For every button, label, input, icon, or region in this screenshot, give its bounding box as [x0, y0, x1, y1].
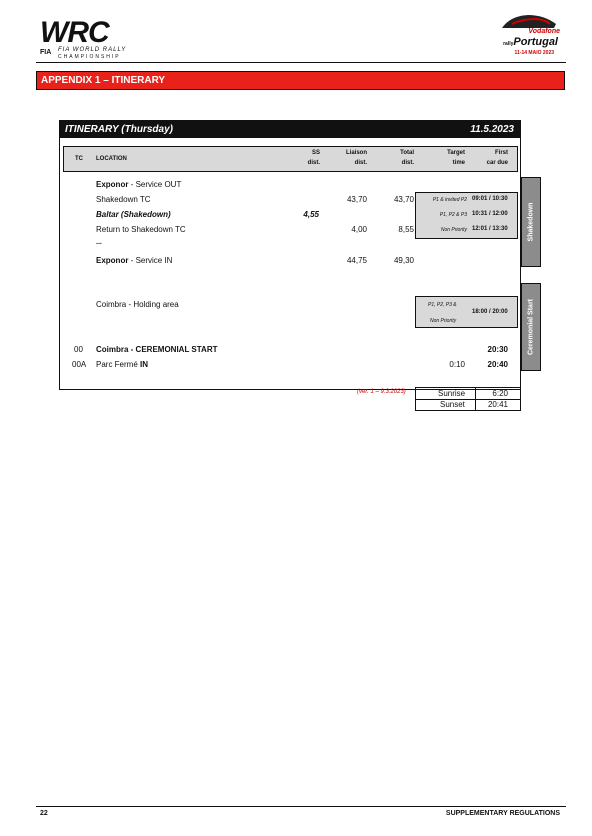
footer-document-title: SUPPLEMENTARY REGULATIONS — [445, 810, 560, 817]
sunset-label: Sunset — [440, 400, 465, 409]
slot-group: Non Priority — [440, 227, 467, 233]
col-tc: TC — [75, 156, 83, 162]
col-target-1: Target — [447, 150, 465, 156]
side-tab-ceremonial-label: Ceremonial Start — [527, 298, 535, 356]
row-ellipsis: ... — [96, 239, 102, 246]
row-return-total: 8,55 — [398, 225, 414, 234]
wrc-logo — [40, 18, 135, 58]
row-exponor-out-location — [96, 180, 181, 189]
side-tab-ceremonial — [521, 283, 541, 371]
col-ss-1: SS — [311, 150, 320, 156]
slot-time: 10:31 / 12:00 — [472, 211, 508, 217]
holding-time: 18:00 / 20:00 — [472, 309, 508, 315]
row-baltar-location: Baltar (Shakedown) — [96, 210, 171, 219]
row-ceremonial-location: Coimbra - CEREMONIAL START — [96, 345, 218, 354]
col-liaison-1: Liaison — [345, 150, 367, 156]
column-header-row — [63, 146, 518, 172]
rally-logo-edition: 11-14 MAIO 2023 — [514, 50, 554, 56]
location-plain: Parc Fermé — [96, 360, 141, 369]
rally-logo-country: Portugal — [513, 36, 558, 48]
version-note: (ver. 1 – 9.3.2023) — [357, 389, 406, 395]
col-liaison-2: dist. — [354, 160, 367, 166]
location-rest: - Service IN — [128, 256, 173, 265]
row-shakedown-tc-total: 43,70 — [393, 195, 414, 204]
row-parc-ferme-target: 0:10 — [449, 360, 465, 369]
holding-group-1: P1, P2, P3 & — [428, 302, 457, 308]
slot-group: P1, P2 & P3 — [439, 212, 467, 218]
row-shakedown-tc-location: Shakedown TC — [96, 195, 151, 204]
row-exponor-in-total: 49,30 — [393, 256, 414, 265]
row-holding-location: Coimbra - Holding area — [96, 300, 179, 309]
footer-rule — [36, 806, 566, 807]
fia-mark: FIA — [40, 49, 52, 56]
side-tab-shakedown — [521, 177, 541, 267]
rally-logo-sponsor: Vodafone — [528, 28, 560, 35]
slot-time: 12:01 / 13:30 — [472, 226, 508, 232]
col-target-2: time — [452, 160, 465, 166]
rally-logo-prefix: rally — [503, 41, 514, 47]
holding-group-2: Non Priority — [430, 318, 457, 324]
sun-vdivider — [475, 387, 476, 411]
holding-slot-box — [415, 296, 518, 328]
location-bold: IN — [140, 360, 149, 369]
row-ceremonial-first-car: 20:30 — [487, 345, 508, 354]
col-total-2: dist. — [401, 160, 414, 166]
wrc-logo-word: WRC — [40, 16, 109, 49]
col-location: LOCATION — [96, 156, 127, 162]
col-first-2: car due — [486, 160, 508, 166]
sunset-time: 20:41 — [487, 400, 508, 409]
row-return-location: Return to Shakedown TC — [96, 225, 186, 234]
location-bold: Exponor — [96, 256, 129, 265]
col-total-1: Total — [400, 150, 414, 156]
itinerary-date: 11.5.2023 — [470, 124, 514, 135]
itinerary-title-bar — [60, 121, 520, 138]
row-parc-ferme-location — [96, 360, 148, 369]
slot-group: P1 & invited P2 — [432, 197, 467, 203]
side-tab-shakedown-label: Shakedown — [527, 202, 535, 242]
col-ss-2: dist. — [307, 160, 320, 166]
row-parc-ferme-first-car: 20:40 — [487, 360, 508, 369]
header-rule — [36, 62, 566, 63]
row-exponor-in-liaison: 44,75 — [346, 256, 367, 265]
location-bold: Exponor — [96, 180, 129, 189]
row-ceremonial-tc: 00 — [74, 345, 83, 354]
appendix-title: APPENDIX 1 – ITINERARY — [41, 75, 166, 86]
sunrise-time: 6:20 — [492, 389, 508, 398]
rally-portugal-logo — [498, 12, 560, 60]
row-baltar-ss: 4,55 — [303, 210, 319, 219]
row-parc-ferme-tc: 00A — [72, 360, 87, 369]
wrc-logo-line1: FIA WORLD RALLY — [58, 47, 127, 53]
appendix-title-bar — [36, 71, 565, 90]
page-number: 22 — [40, 810, 48, 817]
sunrise-label: Sunrise — [438, 389, 466, 398]
rally-logo-name — [503, 36, 558, 48]
row-return-liaison: 4,00 — [351, 225, 367, 234]
wrc-logo-line2: CHAMPIONSHIP — [58, 54, 121, 60]
shakedown-slots-box — [415, 192, 518, 239]
slot-time: 09:01 / 10:30 — [472, 196, 508, 202]
row-exponor-in-location — [96, 256, 172, 265]
itinerary-title: ITINERARY (Thursday) — [65, 124, 173, 135]
row-shakedown-tc-liaison: 43,70 — [346, 195, 367, 204]
location-rest: - Service OUT — [128, 180, 182, 189]
col-first-1: First — [494, 150, 508, 156]
